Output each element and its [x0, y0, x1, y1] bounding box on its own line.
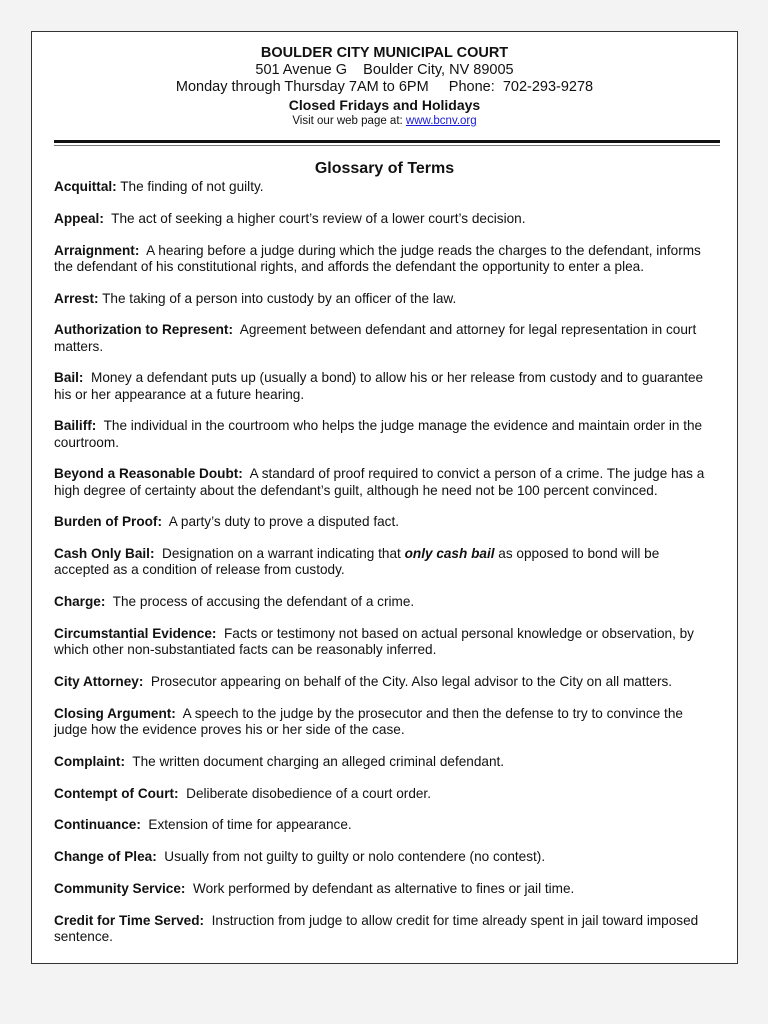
- glossary-definition: The finding of not guilty.: [116, 179, 264, 194]
- glossary-entry: [54, 594, 715, 610]
- glossary-entry: [54, 418, 715, 450]
- glossary-list: [54, 179, 715, 961]
- glossary-term: Contempt of Court:: [54, 785, 179, 801]
- glossary-definition: Money a defendant puts up (usually a bond) to allow his or her release from custody and to guarantee his or her appearance at a future hearing.: [54, 370, 707, 402]
- glossary-definition: The individual in the courtroom who helps the judge manage the evidence and maintain order in the courtroom.: [54, 418, 706, 450]
- glossary-definition: A standard of proof required to convict a person of a crime. The judge has a high degree of certainty about the defendant’s guilt, although he need not be 100 percent convinced.: [54, 466, 709, 498]
- closed-notice: Closed Fridays and Holidays: [288, 97, 481, 113]
- glossary-term: Arrest:: [54, 290, 99, 306]
- glossary-entry: [54, 466, 715, 498]
- glossary-term: City Attorney:: [54, 673, 144, 689]
- header-divider-thin: [54, 145, 720, 146]
- glossary-term: Charge:: [54, 594, 106, 610]
- court-name: BOULDER CITY MUNICIPAL COURT: [260, 45, 509, 61]
- glossary-entry: [54, 322, 715, 354]
- court-address: 501 Avenue G Boulder City, NV 89005: [255, 62, 514, 78]
- glossary-term: Acquittal:: [54, 179, 117, 194]
- glossary-entry: [54, 179, 715, 195]
- glossary-term: Change of Plea:: [54, 849, 157, 865]
- glossary-definition: Agreement between defendant and attorney for legal representation in court matters.: [54, 322, 701, 354]
- glossary-definition: A speech to the judge by the prosecutor and then the defense to try to convince the judge how the evidence proves his or her side of the case.: [54, 705, 687, 737]
- glossary-emphasis: only cash bail: [404, 546, 495, 562]
- glossary-entry: [54, 817, 715, 833]
- header-divider: [54, 140, 720, 143]
- glossary-definition-cont: as opposed to bond will be accepted as a condition of release from custody.: [54, 546, 664, 578]
- glossary-definition: The act of seeking a higher court’s review of a lower court’s decision.: [103, 210, 526, 226]
- glossary-entry: [54, 754, 715, 770]
- glossary-definition: Usually from not guilty to guilty or nolo contendere (no contest).: [156, 849, 546, 865]
- glossary-entry: [54, 881, 715, 897]
- glossary-entry: [54, 370, 715, 402]
- glossary-definition: The written document charging an alleged criminal defendant.: [124, 753, 505, 769]
- web-link[interactable]: www.bcnv.org: [405, 115, 477, 127]
- glossary-term: Arraignment:: [54, 242, 140, 258]
- glossary-term: Credit for Time Served:: [54, 912, 205, 928]
- glossary-term: Bailiff:: [54, 418, 97, 434]
- glossary-definition: Work performed by defendant as alternative to fines or jail time.: [185, 880, 575, 896]
- glossary-term: Continuance:: [54, 817, 141, 833]
- glossary-definition: Facts or testimony not based on actual personal knowledge or observation, by which other non-substantiated facts can be reasonably inferred.: [54, 625, 698, 658]
- glossary-entry: [54, 211, 715, 227]
- glossary-definition: Instruction from judge to allow credit for time already spent in jail toward imposed sentence.: [54, 912, 702, 944]
- glossary-entry: [54, 706, 715, 738]
- court-hours-phone: Monday through Thursday 7AM to 6PM Phone: 702-293-9278: [175, 79, 594, 95]
- glossary-entry: [54, 243, 715, 275]
- glossary-term: Burden of Proof:: [54, 514, 162, 530]
- glossary-term: Authorization to Represent:: [54, 322, 233, 338]
- glossary-definition: A party’s duty to prove a disputed fact.: [161, 514, 400, 530]
- glossary-term: Appeal:: [54, 210, 104, 226]
- glossary-definition: The process of accusing the defendant of a crime.: [105, 594, 415, 610]
- glossary-entry: [54, 546, 715, 578]
- glossary-term: Cash Only Bail:: [54, 546, 155, 562]
- glossary-definition: Deliberate disobedience of a court order.: [178, 785, 431, 801]
- glossary-definition: A hearing before a judge during which the judge reads the charges to the defendant, informs the defendant of his constitutional rights, and affords the defendant the opportunity to enter a plea.: [54, 242, 705, 274]
- page-frame: [31, 31, 738, 964]
- glossary-definition: Prosecutor appearing on behalf of the City. Also legal advisor to the City on all matters.: [143, 673, 673, 689]
- glossary-entry: [54, 786, 715, 802]
- glossary-definition: The taking of a person into custody by an officer of the law.: [98, 290, 457, 306]
- glossary-definition: Extension of time for appearance.: [140, 817, 352, 833]
- glossary-entry: [54, 849, 715, 865]
- glossary-entry: [54, 913, 715, 945]
- glossary-term: Circumstantial Evidence:: [54, 625, 217, 641]
- glossary-entry: [54, 626, 715, 658]
- glossary-term: Bail:: [54, 370, 84, 386]
- glossary-term: Complaint:: [54, 753, 125, 769]
- glossary-entry: [54, 291, 715, 307]
- court-header: [32, 44, 737, 129]
- web-notice: [32, 114, 737, 129]
- glossary-term: Community Service:: [54, 880, 186, 896]
- glossary-term: Closing Argument:: [54, 705, 176, 721]
- glossary-term: Beyond a Reasonable Doubt:: [54, 466, 243, 482]
- glossary-definition: Designation on a warrant indicating that: [154, 546, 405, 562]
- web-prefix: Visit our web page at:: [292, 115, 406, 127]
- glossary-entry: [54, 514, 715, 530]
- glossary-entry: [54, 674, 715, 690]
- glossary-title: Glossary of Terms: [314, 160, 455, 177]
